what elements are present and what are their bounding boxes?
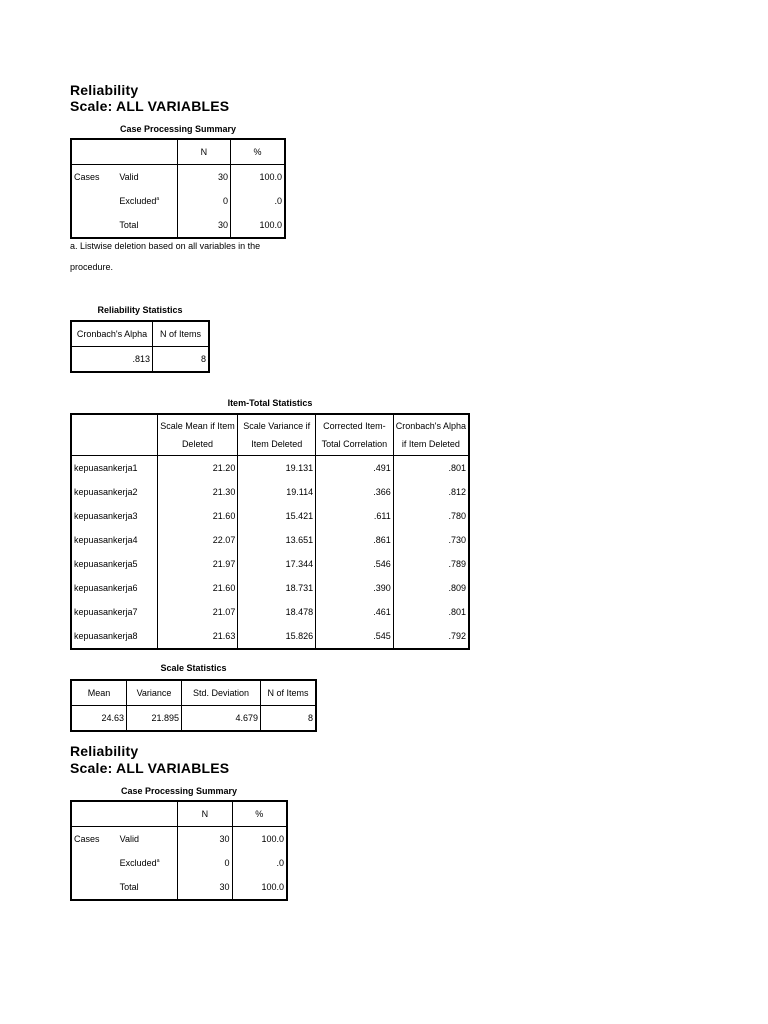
item-label: kepuasankerja5: [74, 559, 138, 569]
item-label: kepuasankerja3: [74, 511, 138, 521]
cell-corrected-correlation: .545: [316, 624, 394, 649]
table-header-row: [71, 139, 285, 165]
header-mean: Mean: [71, 680, 127, 706]
cell-n-items: 8: [153, 347, 210, 373]
group-label: Cases: [74, 834, 100, 844]
table-row: [71, 504, 469, 528]
cell-corrected-correlation: .611: [316, 504, 394, 528]
item-total-table: [70, 413, 470, 650]
section2-subtitle: Scale: ALL VARIABLES: [70, 760, 230, 776]
item-label: kepuasankerja7: [74, 607, 138, 617]
table-header-row: [71, 801, 287, 827]
header-pct: %: [231, 139, 285, 165]
row-label: Excluded$^a$: [119, 196, 160, 206]
cell-scale-variance: 15.826: [238, 624, 316, 649]
table-header-row: [71, 680, 316, 706]
item-label: kepuasankerja6: [74, 583, 138, 593]
cell-pct: 100.0: [232, 875, 287, 900]
cell-n: 30: [178, 875, 232, 900]
cell-n: 30: [177, 213, 230, 238]
cell-pct: .0: [231, 189, 285, 213]
header-n-items: N of Items: [153, 321, 210, 347]
section2-title: Reliability: [70, 743, 139, 759]
cell-n: 30: [178, 827, 232, 852]
table-row: [71, 347, 209, 373]
table-row: [71, 827, 287, 852]
row-label: Valid: [119, 834, 140, 844]
row-label: Total: [119, 882, 139, 892]
cell-n: 30: [177, 165, 230, 190]
cell-pct: .0: [232, 851, 287, 875]
cell-scale-variance: 13.651: [238, 528, 316, 552]
cell-corrected-correlation: .861: [316, 528, 394, 552]
scale-stats-table: [70, 679, 317, 732]
cell-scale-mean: 21.20: [157, 456, 238, 481]
cell-scale-mean: 21.97: [157, 552, 238, 576]
cell-mean: 24.63: [101, 713, 124, 723]
cell-corrected-correlation: .461: [316, 600, 394, 624]
table-header-row: [71, 414, 469, 456]
cell-alpha-if-deleted: .730: [393, 528, 469, 552]
scale-stats-caption: Scale Statistics: [160, 663, 227, 673]
section1-subtitle: Scale: ALL VARIABLES: [70, 98, 230, 114]
header-alpha-if-deleted: Cronbach's Alpha if Item Deleted: [393, 414, 469, 456]
case-summary-caption-2: Case Processing Summary: [120, 786, 238, 796]
cell-pct: 100.0: [232, 827, 287, 852]
cell-alpha-if-deleted: .809: [393, 576, 469, 600]
cell-alpha: .813: [132, 354, 150, 364]
cell-scale-variance: 15.421: [238, 504, 316, 528]
cell-pct: 100.0: [231, 165, 285, 190]
case-summary-table-2: [70, 800, 288, 901]
table-row: [71, 706, 316, 732]
cell-corrected-correlation: .491: [316, 456, 394, 481]
item-total-caption: Item-Total Statistics: [227, 398, 313, 408]
table-row: [71, 165, 285, 190]
cell-scale-mean: 21.60: [157, 504, 238, 528]
cell-corrected-correlation: .390: [316, 576, 394, 600]
cell-n-items: 8: [261, 706, 317, 732]
section1-title: Reliability: [70, 82, 139, 98]
footnote-line1: a. Listwise deletion based on all variables in the: [70, 241, 261, 251]
table-row: [71, 480, 469, 504]
cell-scale-variance: 17.344: [238, 552, 316, 576]
header-n: N: [178, 801, 232, 827]
footnote-line2: procedure.: [70, 262, 114, 272]
cell-n: 0: [177, 189, 230, 213]
reliability-stats-table: [70, 320, 210, 373]
cell-corrected-correlation: .366: [316, 480, 394, 504]
item-label: kepuasankerja8: [74, 631, 138, 641]
cell-alpha-if-deleted: .812: [393, 480, 469, 504]
header-n-items: N of Items: [261, 680, 317, 706]
table-header-row: [71, 321, 209, 347]
cell-scale-variance: 19.114: [238, 480, 316, 504]
group-label: Cases: [74, 172, 100, 182]
header-n: N: [177, 139, 230, 165]
table-row: [71, 576, 469, 600]
table-row: [71, 851, 287, 875]
header-scale-variance: Scale Variance if Item Deleted: [238, 414, 316, 456]
cell-alpha-if-deleted: .801: [393, 600, 469, 624]
header-scale-mean: Scale Mean if Item Deleted: [157, 414, 238, 456]
cell-scale-mean: 22.07: [157, 528, 238, 552]
header-pct: %: [232, 801, 287, 827]
row-label: Excluded$^a$: [119, 858, 160, 868]
table-row: [71, 456, 469, 481]
item-label: kepuasankerja2: [74, 487, 138, 497]
case-summary-table: [70, 138, 286, 239]
reliability-stats-caption: Reliability Statistics: [97, 305, 183, 315]
table-row: [71, 875, 287, 900]
item-label: kepuasankerja1: [74, 463, 138, 473]
cell-scale-mean: 21.63: [157, 624, 238, 649]
cell-alpha-if-deleted: .789: [393, 552, 469, 576]
cell-scale-variance: 18.731: [238, 576, 316, 600]
table-row: [71, 624, 469, 649]
table-row: [71, 600, 469, 624]
row-label: Total: [119, 220, 139, 230]
header-std-deviation: Std. Deviation: [182, 680, 261, 706]
cell-corrected-correlation: .546: [316, 552, 394, 576]
cell-pct: 100.0: [231, 213, 285, 238]
header-corrected-correlation: Corrected Item- Total Correlation: [316, 414, 394, 456]
cell-std-deviation: 4.679: [182, 706, 261, 732]
cell-scale-mean: 21.60: [157, 576, 238, 600]
cell-alpha-if-deleted: .801: [393, 456, 469, 481]
table-row: [71, 189, 285, 213]
cell-scale-variance: 18.478: [238, 600, 316, 624]
table-row: [71, 552, 469, 576]
header-alpha: Cronbach's Alpha: [71, 321, 153, 347]
table-row: [71, 528, 469, 552]
cell-n: 0: [178, 851, 232, 875]
cell-variance: 21.895: [127, 706, 182, 732]
table-row: [71, 213, 285, 238]
cell-scale-mean: 21.30: [157, 480, 238, 504]
cell-alpha-if-deleted: .780: [393, 504, 469, 528]
item-label: kepuasankerja4: [74, 535, 138, 545]
header-variance: Variance: [127, 680, 182, 706]
cell-alpha-if-deleted: .792: [393, 624, 469, 649]
case-summary-caption: Case Processing Summary: [119, 124, 237, 134]
row-label: Valid: [119, 172, 139, 182]
cell-scale-variance: 19.131: [238, 456, 316, 481]
cell-scale-mean: 21.07: [157, 600, 238, 624]
